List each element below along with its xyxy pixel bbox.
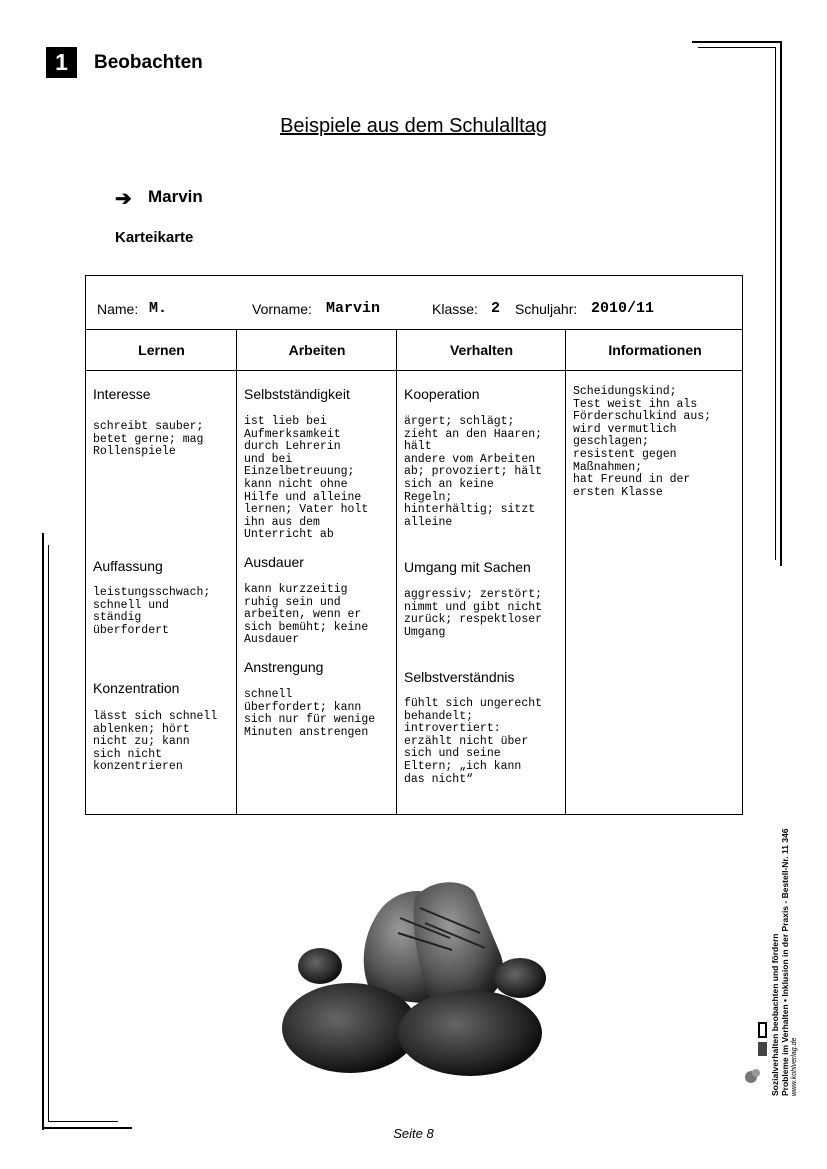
category-text: lässt sich schnell ablenken; hört nicht zu; kann sich nicht konzentrieren xyxy=(93,710,218,774)
category-heading: Kooperation xyxy=(404,386,480,402)
subject-name: Marvin xyxy=(148,187,203,206)
column-divider xyxy=(565,330,566,814)
class-label: Klasse: xyxy=(432,301,478,317)
frame-bottom-inner-line xyxy=(48,1121,118,1122)
category-heading: Selbstständigkeit xyxy=(244,386,350,402)
column-header: Arbeiten xyxy=(288,342,346,358)
column-header-row xyxy=(86,330,742,371)
column-header: Lernen xyxy=(138,342,185,358)
frame-left-inner-line xyxy=(48,545,49,1122)
category-text: schnell überfordert; kann sich nur für wenige Minuten anstrengen xyxy=(244,688,376,739)
firstname-label: Vorname: xyxy=(252,301,312,317)
firstname-value: Marvin xyxy=(326,300,381,317)
frame-left-line xyxy=(42,533,44,1130)
category-text: fühlt sich ungerecht behandelt; introvertiert: erzählt nicht über sich und seine Eltern; „ich kann das nicht“ xyxy=(404,697,543,786)
information-text: Scheidungskind; Test weist ihn als Förderschulkind aus; wird vermutlich geschlagen; resistent gegen Maßnahmen; hat Freund in der ersten Klasse xyxy=(573,385,712,499)
category-text: ist lieb bei Aufmerksamkeit durch Lehrerin und bei Einzelbetreuung; kann nicht ohne Hilfe und alleine lernen; Vater holt ihn aus dem Unterricht ab xyxy=(244,415,369,542)
column-divider xyxy=(396,330,397,814)
category-text: leistungsschwach; schnell und ständig überfordert xyxy=(93,586,211,637)
category-text: ärgert; schlägt; zieht an den Haaren; hält andere vom Arbeiten ab; provoziert; hält sich an keine Regeln; hinterhältig; sitzt alleine xyxy=(404,415,543,529)
frame-top-inner-line xyxy=(698,47,776,48)
arrow-right-icon: ➔ xyxy=(115,188,132,210)
column-header: Informationen xyxy=(608,342,702,358)
page-title: Beispiele aus dem Schulalltag xyxy=(280,115,547,137)
sidebar-line: Probleme im Verhalten • Inklusion in der Praxis - Bestell-Nr. 11 346 xyxy=(780,828,790,1096)
column-header: Verhalten xyxy=(449,342,514,358)
card-header-row xyxy=(86,276,742,330)
category-text: schreibt sauber; betet gerne; mag Rollenspiele xyxy=(93,420,204,459)
frame-top-line xyxy=(692,41,782,43)
year-value: 2010/11 xyxy=(591,300,655,317)
publisher-logo xyxy=(742,1020,770,1090)
class-value: 2 xyxy=(491,300,501,317)
name-label: Name: xyxy=(97,301,139,317)
category-heading: Anstrengung xyxy=(244,659,324,675)
category-heading: Umgang mit Sachen xyxy=(404,559,531,575)
category-heading: Ausdauer xyxy=(244,554,304,570)
category-heading: Selbstverständnis xyxy=(404,669,515,685)
category-text: kann kurzzeitig ruhig sein und arbeiten, wenn er sich bemüht; keine Ausdauer xyxy=(244,583,369,647)
publisher-url: www.kohlverlag.de xyxy=(791,1037,798,1096)
chapter-title: Beobachten xyxy=(94,52,203,73)
sidebar-text xyxy=(770,828,800,1096)
category-heading: Interesse xyxy=(93,386,151,402)
year-label: Schuljahr: xyxy=(515,301,578,317)
category-heading: Konzentration xyxy=(93,680,180,696)
section-label: Karteikarte xyxy=(115,229,194,246)
name-value: M. xyxy=(149,300,168,317)
boxing-gloves-icon xyxy=(280,878,550,1078)
chapter-number: 1 xyxy=(46,47,77,78)
column-divider xyxy=(236,330,237,814)
category-text: aggressiv; zerstört; nimmt und gibt nicht zurück; respektloser Umgang xyxy=(404,588,543,639)
page-number: Seite 8 xyxy=(393,1126,434,1141)
index-card xyxy=(85,275,743,815)
sidebar-line: Sozialverhalten beobachten und fördern xyxy=(770,933,780,1096)
category-heading: Auffassung xyxy=(93,558,163,574)
